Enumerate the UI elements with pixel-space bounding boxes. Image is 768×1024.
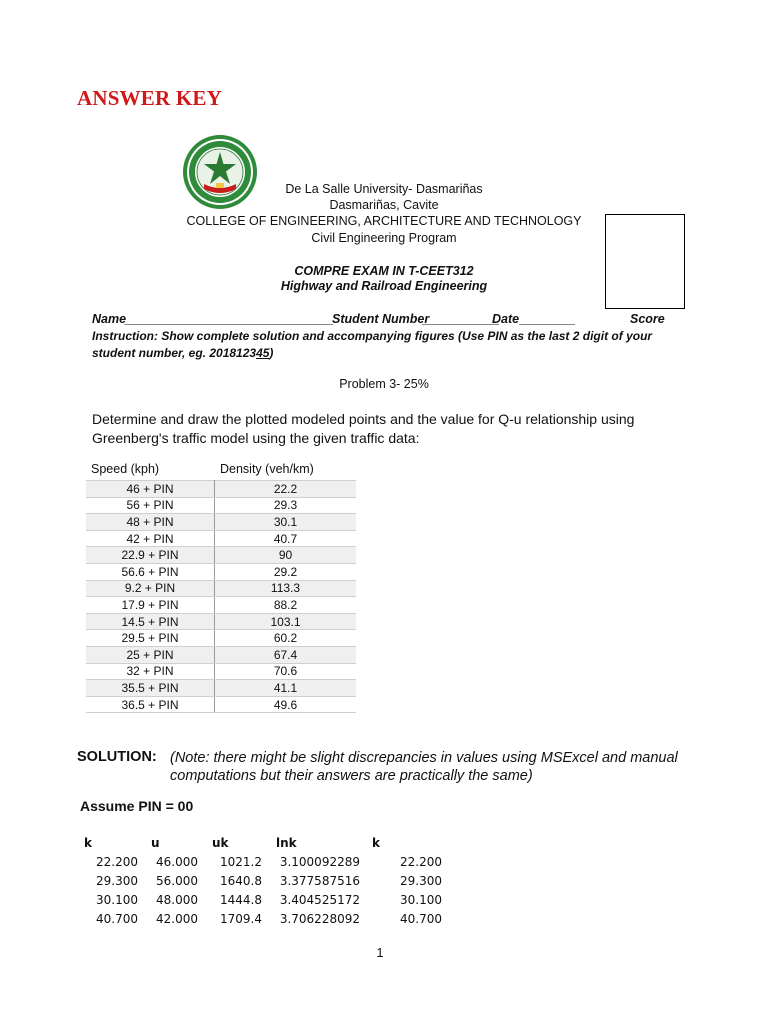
table-row (86, 547, 356, 564)
speed-cell: 48 + PIN (86, 514, 215, 531)
answer-key-heading: ANSWER KEY (77, 86, 222, 110)
density-cell: 41.1 (215, 680, 357, 697)
calc-cell: 46.000 (156, 855, 198, 869)
table-row (86, 646, 356, 663)
calc-cell: 1709.4 (220, 912, 262, 926)
page-number: 1 (376, 945, 384, 960)
table-row (86, 696, 356, 713)
speed-cell: 42 + PIN (86, 530, 215, 547)
density-cell: 29.3 (215, 497, 357, 514)
density-cell: 40.7 (215, 530, 357, 547)
calc-cell: 56.000 (156, 874, 198, 888)
density-cell: 67.4 (215, 646, 357, 663)
speed-cell: 46 + PIN (86, 481, 215, 498)
density-cell: 60.2 (215, 630, 357, 647)
speed-cell: 29.5 + PIN (86, 630, 215, 647)
calc-cell: 3.377587516 (279, 874, 360, 888)
speed-cell: 32 + PIN (86, 663, 215, 680)
density-cell: 113.3 (215, 580, 357, 597)
solution-note: (Note: there might be slight discrepancies in values using MSExcel and manual computations but their answers are practically the same) (170, 750, 678, 784)
instruction-text (92, 328, 677, 362)
problem-text-after: traffic model using the given traffic data: (168, 430, 420, 446)
solution-label: SOLUTION: (77, 749, 157, 765)
speed-cell: 17.9 + PIN (86, 597, 215, 614)
calc-cell: 22.200 (400, 855, 442, 869)
calc-header-lnk: lnk (276, 836, 297, 850)
table-row (86, 563, 356, 580)
table-row (86, 680, 356, 697)
density-cell: 70.6 (215, 663, 357, 680)
date-blank: ________ (520, 312, 576, 326)
score-box (605, 214, 685, 309)
density-cell: 30.1 (215, 514, 357, 531)
instruction-main: Instruction: Show complete solution and accompanying figures (Use PIN as the last 2 digit of your student number, eg. 2018123 (92, 329, 653, 360)
calc-cell: 3.706228092 (279, 912, 360, 926)
university-location: Dasmariñas, Cavite (329, 198, 439, 212)
table-row (86, 497, 356, 514)
calc-cell: 48.000 (156, 893, 198, 907)
instruction-pin-example: 45 (256, 346, 270, 360)
speed-cell: 14.5 + PIN (86, 613, 215, 630)
calc-cell: 3.100092289 (279, 855, 360, 869)
speed-cell: 56.6 + PIN (86, 563, 215, 580)
student-number-label: Student Number (332, 312, 430, 326)
student-number-blank: ___________ (423, 312, 500, 326)
calc-header-uk: uk (212, 836, 229, 850)
college-name: COLLEGE OF ENGINEERING, ARCHITECTURE AND TECHNOLOGY (186, 214, 582, 228)
model-name: Greenberg's (92, 430, 169, 446)
name-label: Name (92, 312, 127, 326)
table-row (86, 580, 356, 597)
table-row (86, 514, 356, 531)
name-blank: ______________________________ (125, 312, 334, 326)
table-row (86, 613, 356, 630)
table-row (86, 597, 356, 614)
score-label: Score (630, 312, 665, 326)
speed-cell: 36.5 + PIN (86, 696, 215, 713)
speed-cell: 56 + PIN (86, 497, 215, 514)
problem-text-before: Determine and draw the plotted modeled points and the value for Q-u relationship using (92, 411, 635, 427)
calc-cell: 1640.8 (220, 874, 262, 888)
speed-cell: 22.9 + PIN (86, 547, 215, 564)
table-row (86, 630, 356, 647)
program-name: Civil Engineering Program (311, 231, 457, 245)
traffic-data-table (86, 480, 356, 713)
density-cell: 88.2 (215, 597, 357, 614)
problem-statement (92, 410, 692, 448)
instruction-close: ) (269, 346, 274, 360)
calc-cell: 40.700 (400, 912, 442, 926)
density-cell: 29.2 (215, 563, 357, 580)
calc-cell: 42.000 (156, 912, 198, 926)
speed-cell: 9.2 + PIN (86, 580, 215, 597)
calc-header-u: u (151, 836, 160, 850)
course-title: Highway and Railroad Engineering (280, 279, 488, 293)
calc-header-k2: k (372, 836, 380, 850)
table-row (86, 481, 356, 498)
calc-header-k: k (84, 836, 92, 850)
calc-cell: 1021.2 (220, 855, 262, 869)
density-cell: 103.1 (215, 613, 357, 630)
table-row (86, 663, 356, 680)
speed-cell: 35.5 + PIN (86, 680, 215, 697)
calc-cell: 40.700 (96, 912, 138, 926)
table-row (86, 530, 356, 547)
university-name: De La Salle University- Dasmariñas (285, 182, 483, 196)
calc-cell: 30.100 (96, 893, 138, 907)
pin-assumption: Assume PIN = 00 (80, 798, 194, 814)
density-cell: 90 (215, 547, 357, 564)
calc-cell: 22.200 (96, 855, 138, 869)
calc-cell: 29.300 (400, 874, 442, 888)
problem-title: Problem 3- 25% (339, 377, 429, 391)
speed-column-header: Speed (kph) (91, 462, 160, 476)
speed-cell: 25 + PIN (86, 646, 215, 663)
calc-cell: 30.100 (400, 893, 442, 907)
density-column-header: Density (veh/km) (220, 462, 314, 476)
calc-cell: 3.404525172 (279, 893, 360, 907)
date-label: Date (492, 312, 520, 326)
calc-cell: 29.300 (96, 874, 138, 888)
density-cell: 22.2 (215, 481, 357, 498)
density-cell: 49.6 (215, 696, 357, 713)
calc-cell: 1444.8 (220, 893, 262, 907)
exam-title: COMPRE EXAM IN T-CEET312 (294, 264, 474, 278)
